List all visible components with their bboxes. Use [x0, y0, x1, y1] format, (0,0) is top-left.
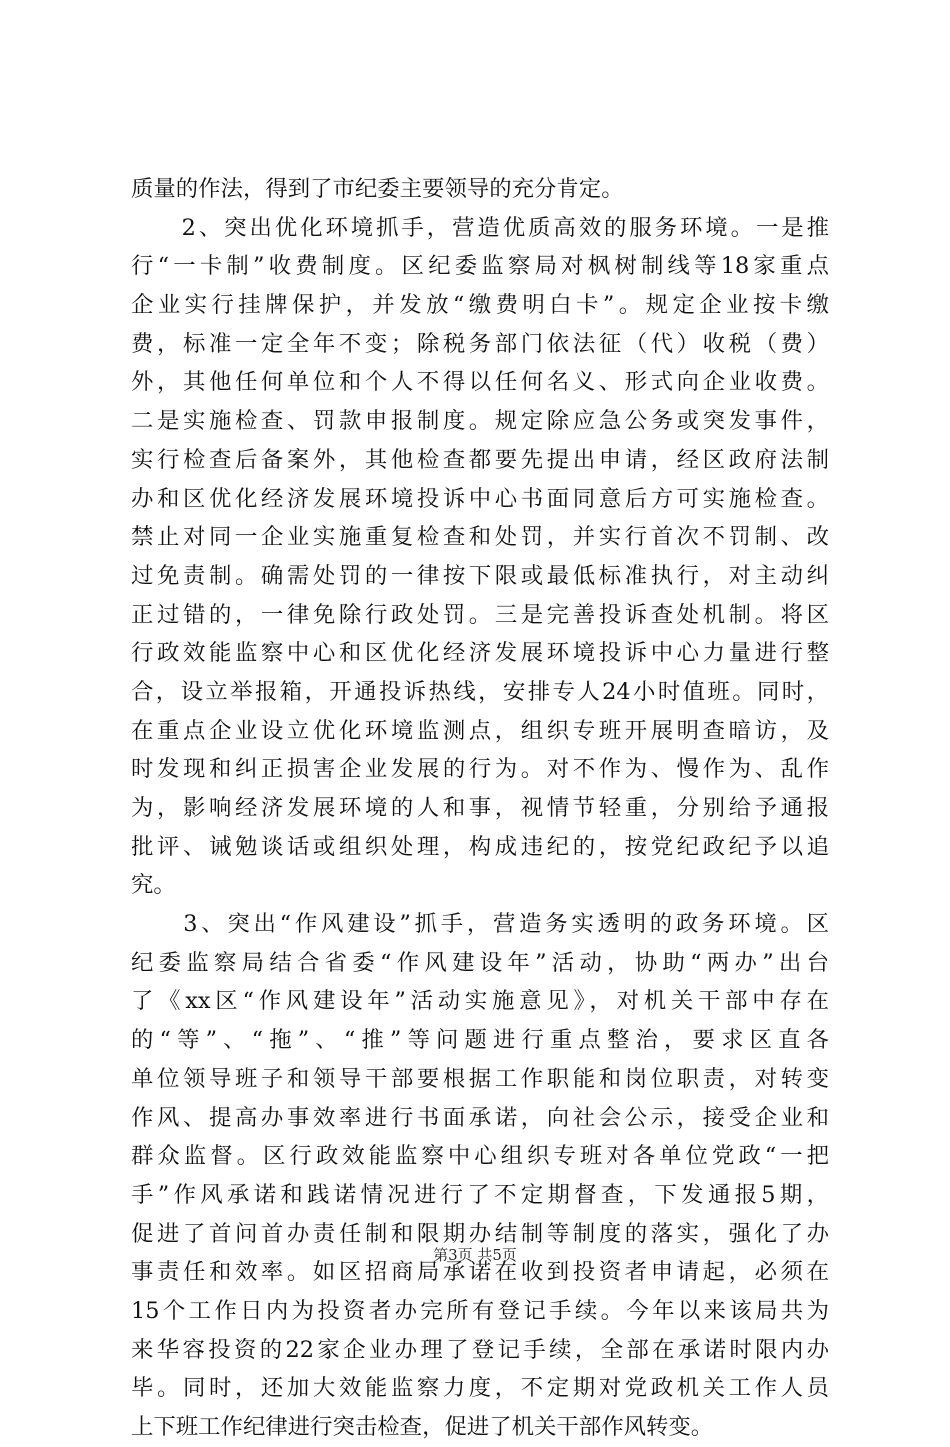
text-line: 促进了首问首办责任制和限期办结制等制度的落实，强化了办	[131, 1220, 829, 1247]
text-line: 15个工作日内为投资者办完所有登记手续。今年以来该局共为	[131, 1297, 829, 1324]
text-line: 作风、提高办事效率进行书面承诺，向社会公示，接受企业和	[131, 1104, 829, 1131]
text-line: 费，标准一定全年不变；除税务部门依法征（代）收税（费）	[131, 330, 829, 357]
text-line: 2、突出优化环境抓手，营造优质高效的服务环境。一是推	[131, 214, 829, 241]
text-line: 毕。同时，还加大效能监察力度，不定期对党政机关工作人员	[131, 1375, 829, 1402]
text-line: 合，设立举报箱，开通投诉热线，安排专人24小时值班。同时，	[131, 678, 829, 705]
text-line: 禁止对同一企业实施重复检查和处罚，并实行首次不罚制、改	[131, 524, 829, 551]
text-line: 纪委监察局结合省委“作风建设年”活动，协助“两办”出台	[131, 949, 829, 976]
text-line: 究。	[131, 872, 176, 899]
text-line: 批评、诫勉谈话或组织处理，构成违纪的，按党纪政纪予以追	[131, 833, 829, 860]
text-line: 过免责制。确需处罚的一律按下限或最低标准执行，对主动纠	[131, 562, 829, 589]
text-line: 质量的作法，得到了市纪委主要领导的充分肯定。	[131, 176, 624, 202]
text-line: 了《xx区“作风建设年”活动实施意见》，对机关干部中存在	[131, 988, 829, 1015]
text-line: 上下班工作纪律进行突击检查，促进了机关干部作风转变。	[131, 1414, 714, 1440]
text-line: 群众监督。区行政效能监察中心组织专班对各单位党政“一把	[131, 1143, 829, 1170]
text-line: 行“一卡制”收费制度。区纪委监察局对枫树制线等18家重点	[131, 253, 829, 280]
text-line: 正过错的，一律免除行政处罚。三是完善投诉查处机制。将区	[131, 601, 829, 628]
text-line: 单位领导班子和领导干部要根据工作职能和岗位职责，对转变	[131, 1065, 829, 1092]
page-footer: 第3页 共5页	[433, 1246, 517, 1264]
text-line: 的“等”、“拖”、“推”等问题进行重点整治，要求区直各	[131, 1027, 829, 1054]
text-line: 事责任和效率。如区招商局承诺在收到投资者申请起，必须在	[131, 1259, 829, 1286]
text-line: 企业实行挂牌保护，并发放“缴费明白卡”。规定企业按卡缴	[131, 292, 829, 319]
text-line: 外，其他任何单位和个人不得以任何名义、形式向企业收费。	[131, 369, 829, 396]
text-line: 为，影响经济发展环境的人和事，视情节轻重，分别给予通报	[131, 795, 829, 821]
text-line: 实行检查后备案外，其他检查都要先提出申请，经区政府法制	[131, 446, 829, 473]
text-line: 3、突出“作风建设”抓手，营造务实透明的政务环境。区	[131, 911, 829, 938]
text-line: 来华容投资的22家企业办理了登记手续，全部在承诺时限内办	[131, 1336, 829, 1363]
text-line: 在重点企业设立优化环境监测点，组织专班开展明查暗访，及	[131, 717, 829, 744]
text-line: 办和区优化经济发展环境投诉中心书面同意后方可实施检查。	[131, 485, 829, 512]
text-line: 行政效能监察中心和区优化经济发展环境投诉中心力量进行整	[131, 640, 829, 667]
text-line: 手”作风承诺和践诺情况进行了不定期督查，下发通报5期，	[131, 1181, 829, 1208]
text-line: 二是实施检查、罚款申报制度。规定除应急公务或突发事件，	[131, 408, 829, 435]
text-line: 时发现和纠正损害企业发展的行为。对不作为、慢作为、乱作	[131, 756, 829, 783]
